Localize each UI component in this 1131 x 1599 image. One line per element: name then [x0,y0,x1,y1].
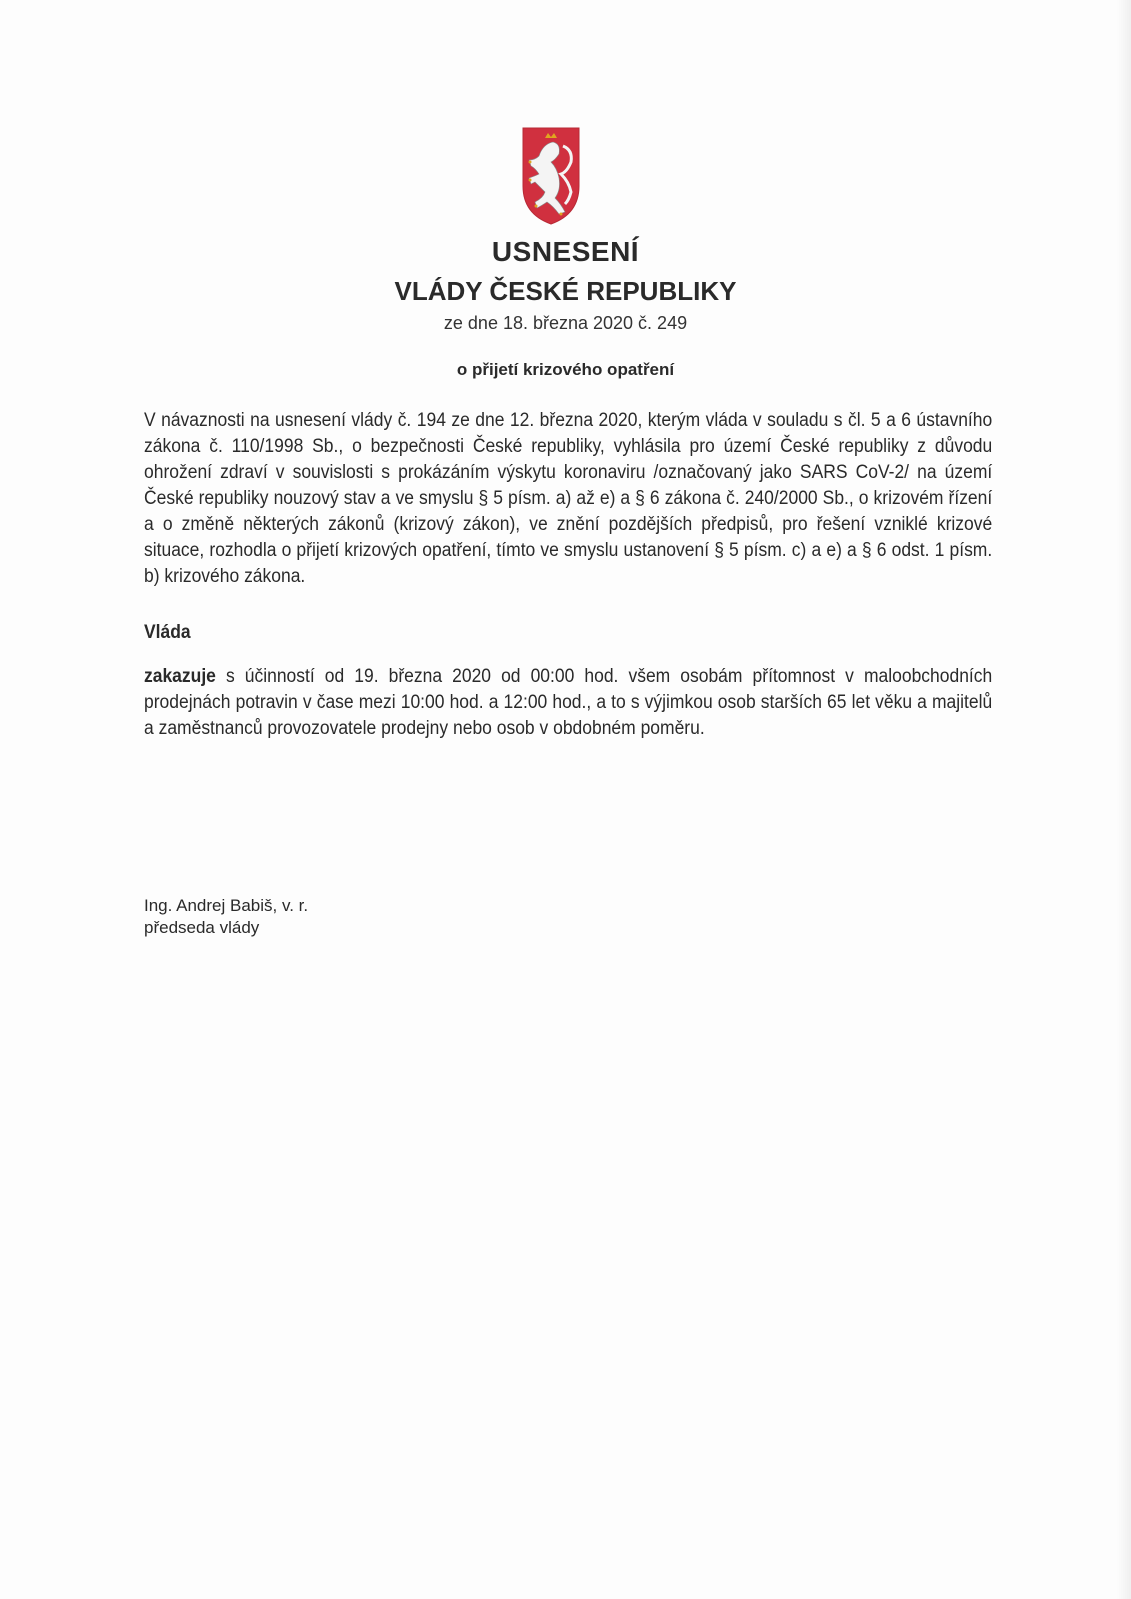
government-label: Vláda [144,622,191,643]
subject-heading: o přijetí krizového opatření [456,360,675,379]
decision-paragraph [144,664,992,742]
signature-block [144,895,308,939]
document-title: USNESENÍ [491,236,640,267]
decision-text: s účinností od 19. března 2020 od 00:00 hod. všem osobám přítomnost v maloobchodních prodejnách potravin v čase mezi 10:00 hod. a 12:00 hod., a to s výjimkou osob starších 65 let věku a majitelů a zaměstnanců provozovatele prodejny nebo osob v obdobném poměru. [144,666,993,739]
decision-verb: zakazuje [144,666,216,687]
signatory-role: předseda vlády [144,918,260,937]
date-line: ze dne 18. března 2020 č. 249 [443,313,688,333]
czech-coat-of-arms-icon [521,126,581,226]
document-subtitle: VLÁDY ČESKÉ REPUBLIKY [394,276,737,306]
signatory-name: Ing. Andrej Babiš, v. r. [144,896,309,915]
intro-paragraph: V návaznosti na usnesení vlády č. 194 ze dne 12. března 2020, kterým vláda v souladu s čl. 5 a 6 ústavního zákona č. 110/1998 Sb., o bezpečnosti České republiky, vyhlásila pro území České republiky z důvodu ohrožení zdraví v souvislosti s prokázáním výskytu koronaviru /označovaný jako SARS CoV-2/ na území České republiky nouzový stav a ve smyslu § 5 písm. a) až e) a § 6 zákona č. 240/2000 Sb., o krizovém řízení a o změně některých zákonů (krizový zákon), ve znění pozdějších předpisů, pro řešení vzniklé krizové situace, rozhodla o přijetí krizových opatření, tímto ve smyslu ustanovení § 5 písm. c) a e) a § 6 odst. 1 písm. b) krizového zákona. [144,410,993,587]
